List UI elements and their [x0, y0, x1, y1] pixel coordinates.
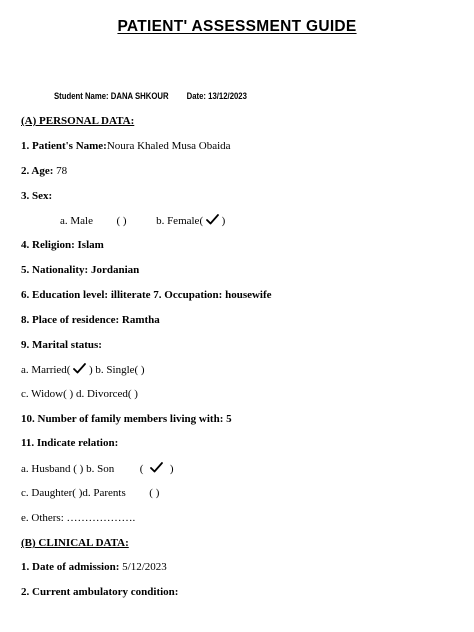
sex-options: a. Male ( ) b. Female( ): [60, 215, 226, 227]
document-title: PATIENT' ASSESSMENT GUIDE: [117, 18, 357, 35]
age-line: 2. Age: 78: [21, 165, 68, 177]
student-name: DANA SHKOUR: [110, 91, 169, 101]
admission-line: 1. Date of admission: 5/12/2023: [21, 561, 167, 573]
relation-label: 11. Indicate relation:: [21, 437, 119, 449]
parents-option: d. Parents: [82, 487, 126, 499]
section-b-heading: (B) CLINICAL DATA:: [21, 537, 129, 549]
patient-name-value: Noura Khaled Musa Obaida: [106, 140, 231, 152]
parents-box: ( ): [149, 487, 160, 499]
single-option: b. Single( ): [95, 364, 145, 376]
nationality-line: 5. Nationality: Jordanian: [21, 264, 140, 276]
son-option: b. Son: [86, 463, 115, 475]
sex-male-box: ( ): [116, 215, 127, 227]
marital-options-1: a. Married( ) b. Single( ): [21, 364, 145, 376]
student-info: Student Name: DANA SHKOUR Date: 13/12/2023: [54, 91, 247, 101]
student-date: 13/12/2023: [208, 91, 247, 101]
residence-line: 8. Place of residence: Ramtha: [21, 314, 160, 326]
checkmark-icon: [73, 363, 86, 374]
section-a-heading: (A) PERSONAL DATA:: [21, 115, 135, 127]
husband-option: a. Husband ( ): [21, 463, 84, 475]
others-line: e. Others: ……………….: [21, 512, 136, 524]
divorced-option: d. Divorced( ): [75, 388, 138, 400]
age-value: 78: [56, 165, 68, 177]
sex-male-option: a. Male: [60, 215, 93, 227]
admission-date: 5/12/2023: [122, 561, 167, 573]
sex-label: 3. Sex:: [21, 190, 53, 202]
education-occupation-line: 6. Education level: illiterate 7. Occupation: housewife: [21, 289, 272, 301]
marital-status-label: 9. Marital status:: [21, 339, 102, 351]
religion-line: 4. Religion: Islam: [21, 239, 104, 251]
family-members-line: 10. Number of family members living with: 5: [21, 413, 232, 425]
checkmark-icon: [206, 214, 219, 225]
married-option: a. Married(: [21, 364, 71, 376]
relation-options-2: [21, 487, 159, 499]
sex-female-option: b. Female(: [156, 215, 204, 227]
patient-name-line: 1. Patient's Name:Noura Khaled Musa Obaida: [21, 140, 231, 152]
relation-options-1: a. Husband ( ) b. Son ( ): [21, 463, 174, 475]
widow-option: c. Widow( ): [21, 388, 74, 400]
ambulatory-line: 2. Current ambulatory condition:: [21, 586, 179, 598]
marital-options-2: [21, 388, 138, 400]
daughter-option: c. Daughter( ): [21, 487, 83, 499]
checkmark-icon: [150, 462, 163, 473]
